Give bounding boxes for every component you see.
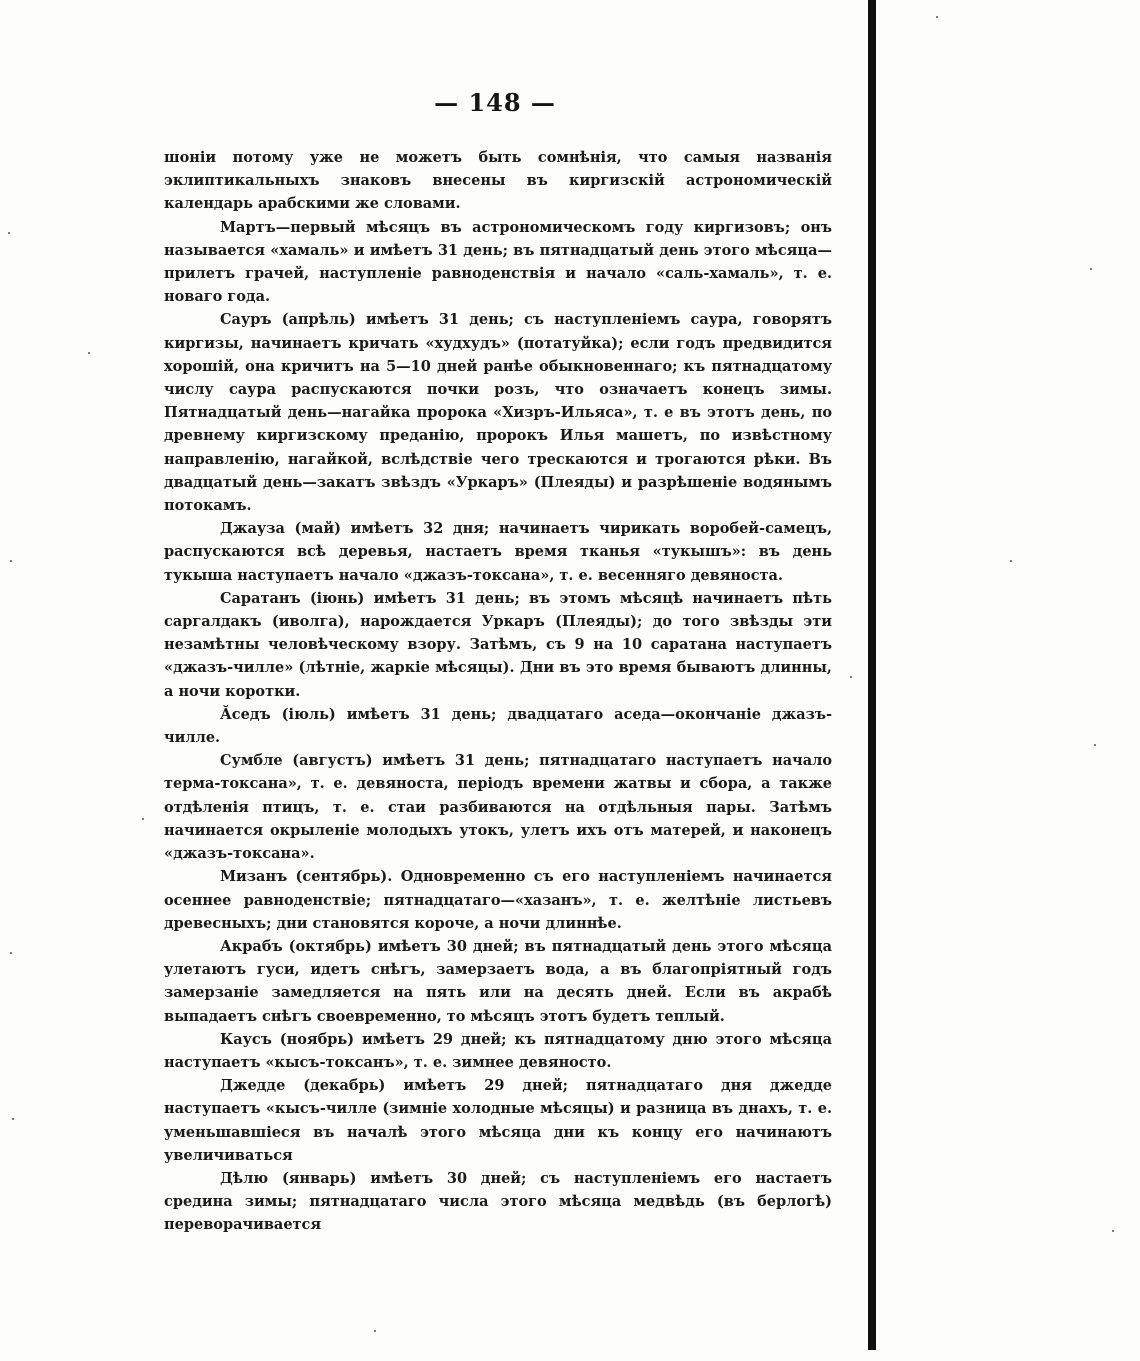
scan-speck: [936, 16, 938, 18]
paragraph-march: Мартъ—первый мѣсяцъ въ астрономическомъ году киргизовъ; онъ называется «хамаль» и имѣетъ 31 день; въ пятнадцатый день этого мѣсяца—прилетъ грачей, наступленіе равноденствія и начало «саль-хамаль», т. е. новаго года.: [164, 218, 832, 306]
paragraph-july: Ӑседъ (іюль) имѣетъ 31 день; двадцатаго аседа—окончаніе джазъ-чилле.: [164, 705, 832, 747]
paragraph-december: Джедде (декабрь) имѣетъ 29 дней; пятнадцатаго дня джедде наступаетъ «кысъ-чилле (зимніе холодные мѣсяцы) и разница въ днахъ, т. е. уменьшавшіеся въ началѣ этого мѣсяца дни къ концу его начинаютъ увеличиваться: [164, 1077, 832, 1164]
paragraph-january: Дѣлю (январь) имѣетъ 30 дней; съ наступленіемъ его настаетъ средина зимы; пятнадцатаго числа этого мѣсяца медвѣдь (въ берлогѣ) переворачивается: [164, 1169, 832, 1234]
scan-speck: [10, 952, 12, 954]
scan-speck: [8, 232, 10, 234]
scan-speck: [142, 818, 144, 820]
scan-speck: [1090, 268, 1092, 270]
scan-speck: [12, 1118, 14, 1120]
paragraph-october: Акрабъ (октябрь) имѣетъ 30 дней; въ пятнадцатый день этого мѣсяца улетаютъ гуси, идетъ снѣгъ, замерзаетъ вода, а въ благопріятный годъ замерзаніе замедляется на пять или на десять дней. Если въ акрабѣ выпадаетъ снѣгъ своевременно, то мѣсяцъ этотъ будетъ теплый.: [164, 937, 832, 1025]
scan-speck: [1010, 560, 1012, 562]
scan-speck: [10, 560, 12, 562]
scan-speck: [374, 1330, 376, 1332]
paragraph-november: Каусъ (ноябрь) имѣетъ 29 дней; къ пятнадцатому дню этого мѣсяца наступаетъ «кысъ-токсанъ», т. е. зимнее девяносто.: [164, 1030, 832, 1071]
paragraph-september: Мизанъ (сентябрь). Одновременно съ его наступленіемъ начинается осеннее равноденствіе; пятнадцатаго—«хазанъ», т. е. желтѣніе листьевъ древесныхъ; дни становятся короче, а ночи длиннѣе.: [164, 868, 832, 932]
paragraph-intro-continuation: шоніи потому уже не можетъ быть сомнѣнія, что самыя названія эклиптикальныхъ знаковъ внесены въ киргизскій астрономическій календарь арабскими же словами.: [164, 149, 832, 213]
page-number: — 148 —: [434, 88, 556, 117]
paragraph-august: Сумбле (августъ) имѣетъ 31 день; пятнадцатаго наступаетъ начало терма-токсана», т. е. девяноста, періодъ времени жатвы и сбора, а также отдѣленія птицъ, т. е. стаи разбиваются на отдѣльныя пары. Затѣмъ начинается окрыленіе молодыхъ утокъ, улетъ ихъ отъ матерей, и наконецъ «джазъ-токсана».: [164, 752, 832, 863]
binding-edge-rule: [868, 0, 876, 1350]
body-text: [164, 146, 832, 1237]
scan-speck: [1112, 1230, 1114, 1232]
paragraph-may: Джауза (май) имѣетъ 32 дня; начинаетъ чирикать воробей-самецъ, распускаются всѣ деревья, настаетъ время тканья «тукышъ»: въ день тукыша наступаетъ начало «джазъ-токсана», т. е. весенняго девяноста.: [164, 520, 832, 584]
paragraph-june: Саратанъ (іюнь) имѣетъ 31 день; въ этомъ мѣсяцѣ начинаетъ пѣть саргалдакъ (иволга), нарождается Уркаръ (Плеяды); до того звѣзды эти незамѣтны человѣческому взору. Затѣмъ, съ 9 на 10 саратана наступаетъ «джазъ-чилле» (лѣтніе, жаркіе мѣсяцы). Дни въ это время бываютъ длинны, а ночи коротки.: [164, 589, 832, 700]
scan-speck: [1094, 744, 1096, 746]
scan-speck: [88, 352, 90, 354]
scan-speck: [850, 676, 852, 678]
paragraph-april: Сауръ (апрѣль) имѣетъ 31 день; съ наступленіемъ саура, говорятъ киргизы, начинаетъ кричать «худхудъ» (потатуйка); если годъ предвидится хорошій, она кричитъ на 5—10 дней ранѣе обыкновеннаго; къ пятнадцатому числу саура распускаются почки розъ, что означаетъ конецъ зимы. Пятнадцатый день—нагайка пророка «Хизръ-Ильяса», т. е въ этотъ день, по древнему киргизскому преданію, пророкъ Илья машетъ, по извѣстному направленію, нагайкой, вслѣдствіе чего трескаются и трогаются рѣки. Въ двадцатый день—закатъ звѣздъ «Уркаръ» (Плеяды) и разрѣшеніе водянымъ потокамъ.: [164, 311, 832, 515]
